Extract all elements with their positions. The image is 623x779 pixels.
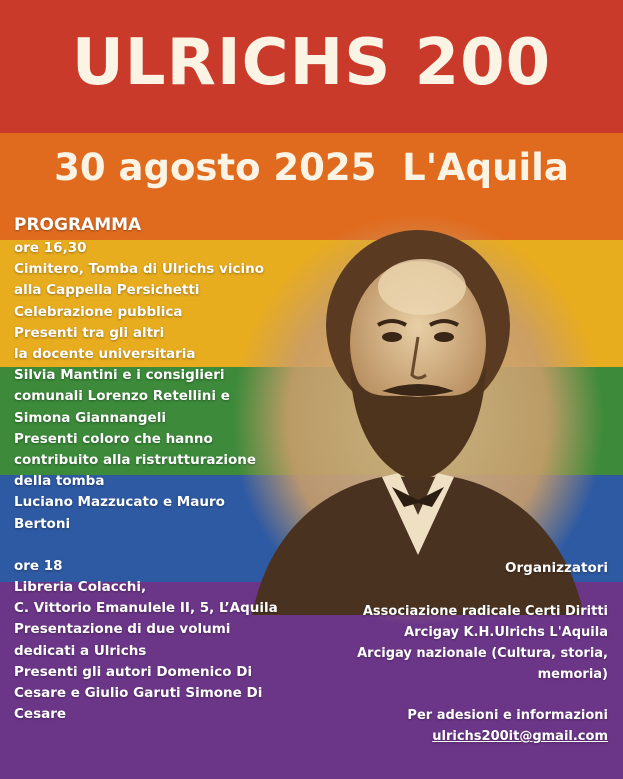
program-line: Cesare [14,706,67,723]
organizer-line: Arcigay K.H.Ulrichs L'Aquila [404,625,608,640]
organizers-list [357,601,608,685]
program-line: alla Cappella Persichetti [14,282,200,299]
program-line: C. Vittorio Emanulele II, 5, L’Aquila [14,600,278,617]
program-line: Presenti tra gli altri [14,324,165,341]
session-cemetery [14,238,278,535]
organizer-line: Associazione radicale Certi Diritti [362,604,608,619]
program-line: Presentazione di due volumi [14,621,231,638]
program-line: Cimitero, Tomba di Ulrichs vicino [14,261,264,278]
contact-block [407,705,608,747]
program-line: Luciano Mazzucato e Mauro [14,494,225,511]
program-line: ore 16,30 [14,240,87,256]
session-bookshop [14,556,278,726]
program-line: Simona Giannangeli [14,409,166,426]
program-section [14,214,278,725]
program-heading: PROGRAMMA [14,215,142,235]
program-line: la docente universitaria [14,346,196,363]
program-line: Libreria Colacchi, [14,579,147,596]
program-line: Presenti gli autori Domenico Di [14,663,253,680]
poster-subtitle: 30 agosto 2025 L'Aquila [54,146,569,189]
program-line: contribuito alla ristrutturazione [14,452,256,469]
program-line: ore 18 [14,557,63,574]
program-line: Silvia Mantini e i consiglieri [14,367,225,384]
organizer-line: Arcigay nazionale (Cultura, storia, [357,646,608,661]
contact-email-link[interactable]: ulrichs200it@gmail.com [432,729,608,744]
section-spacer [14,535,278,556]
program-line: Presenti coloro che hanno [14,430,213,447]
poster-title: ULRICHS 200 [71,26,552,100]
program-line: Bertoni [14,515,71,532]
program-line: Cesare e Giulio Garuti Simone Di [14,685,263,702]
program-line: dedicati a Ulrichs [14,642,147,659]
organizers-heading: Organizzatori [505,560,608,576]
program-line: Celebrazione pubblica [14,303,183,320]
program-line: comunali Lorenzo Retellini e [14,388,230,405]
organizer-line: memoria) [537,667,608,682]
contact-label: Per adesioni e informazioni [407,708,608,723]
program-line: della tomba [14,473,105,490]
